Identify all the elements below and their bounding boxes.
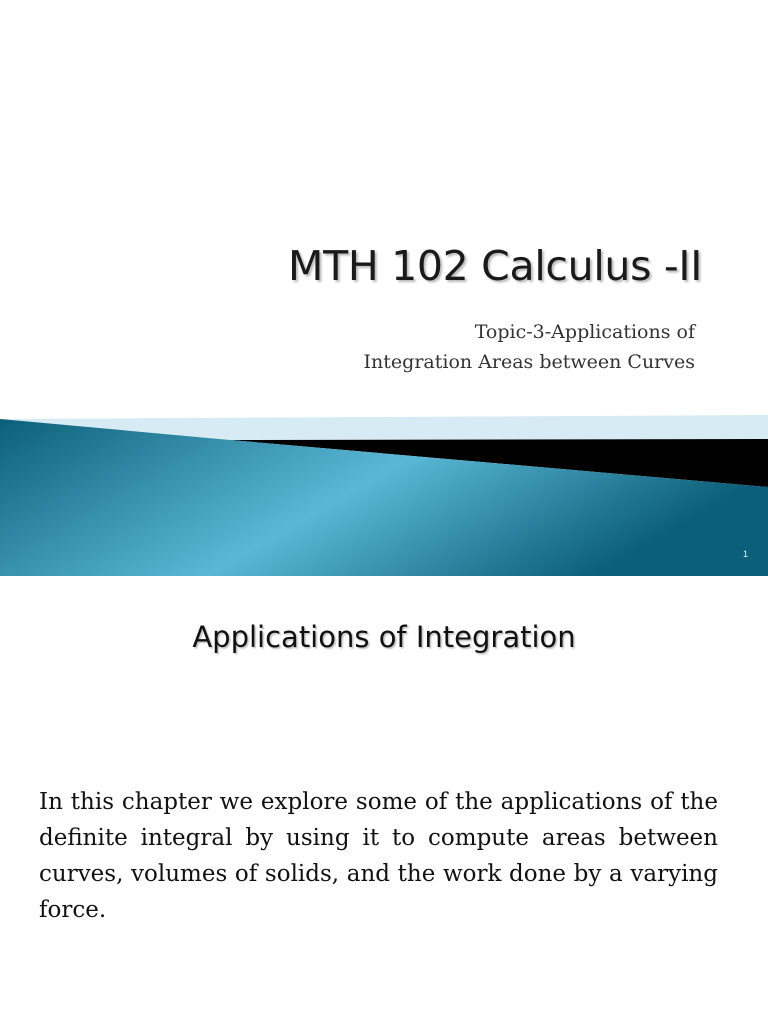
content-slide <box>0 576 768 1024</box>
paragraph-text-2: between curves, <box>39 825 718 887</box>
paragraph-text-1: In this chapter we explore some of the applications of the definite integral by using it to compute <box>39 789 718 851</box>
slide-subtitle <box>364 317 695 377</box>
keyword-areas: areas <box>541 825 606 851</box>
body-paragraph <box>39 784 718 928</box>
keyword-volumes: volumes <box>131 861 228 887</box>
slide-heading: Applications of Integration <box>192 620 576 654</box>
subtitle-line-1: Topic-3-Applications of <box>474 321 695 343</box>
slide-title: MTH 102 Calculus -II <box>288 242 702 290</box>
slide-number: 1 <box>742 549 748 559</box>
paragraph-text-3: of solids, and the work done by a varying force. <box>39 861 718 923</box>
subtitle-line-2: Integration Areas between Curves <box>363 351 695 373</box>
decorative-banner <box>0 405 768 576</box>
